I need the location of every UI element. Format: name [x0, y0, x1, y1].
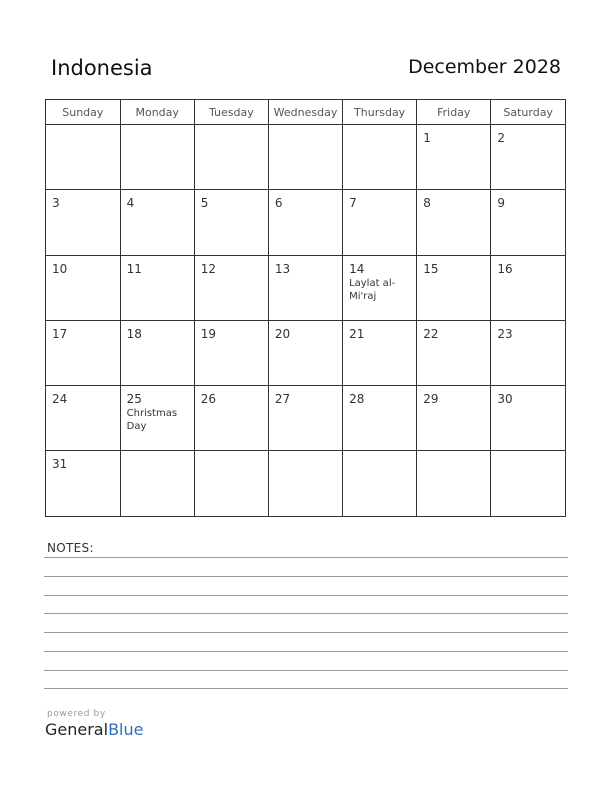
- notes-line: [44, 595, 568, 596]
- notes-line: [44, 576, 568, 577]
- notes-line: [44, 651, 568, 652]
- notes-line: [44, 632, 568, 633]
- day-number: 2: [497, 131, 505, 145]
- day-number: 27: [274, 392, 291, 406]
- weekday-header: Thursday: [343, 100, 417, 125]
- day-cell: [343, 451, 417, 516]
- notes-line: [44, 557, 568, 558]
- day-cell: [120, 386, 194, 451]
- weekday-header: Monday: [120, 100, 194, 125]
- week-row: [46, 386, 565, 451]
- day-cell: [343, 386, 417, 451]
- day-cell: [491, 451, 565, 516]
- day-cell: [491, 255, 565, 320]
- notes-label: NOTES:: [47, 541, 94, 555]
- day-cell: [120, 190, 194, 255]
- day-cell: [491, 320, 565, 385]
- day-number: 25: [126, 392, 142, 406]
- day-number: 3: [52, 196, 60, 211]
- day-number: 16: [497, 261, 513, 276]
- weekday-header: Tuesday: [194, 100, 268, 125]
- country-title: Indonesia: [51, 56, 153, 80]
- day-cell: [268, 255, 342, 320]
- day-cell: [46, 255, 120, 320]
- day-number: 12: [200, 261, 217, 276]
- week-row: [46, 125, 565, 190]
- day-cell: [268, 190, 342, 255]
- day-number: 15: [423, 261, 439, 276]
- day-number: 7: [349, 196, 357, 211]
- brand-name-general: General: [45, 720, 109, 739]
- day-cell: [491, 125, 565, 190]
- day-number: 24: [52, 392, 68, 406]
- day-cell: [194, 125, 268, 190]
- notes-line: [44, 688, 568, 689]
- weekday-header: Saturday: [491, 100, 565, 125]
- brand-name: [45, 720, 143, 739]
- day-number: 21: [349, 326, 365, 341]
- day-number: 20: [274, 326, 291, 341]
- day-cell: [343, 190, 417, 255]
- day-cell: [194, 255, 268, 320]
- day-cell: [120, 451, 194, 516]
- day-cell: [46, 451, 120, 516]
- day-number: 13: [274, 261, 291, 276]
- day-number: 4: [126, 196, 135, 211]
- day-cell: [46, 320, 120, 385]
- notes-line: [44, 670, 568, 671]
- day-cell: [120, 125, 194, 190]
- month-year-title: December 2028: [408, 56, 561, 78]
- day-number: 23: [497, 326, 513, 341]
- day-number: 8: [423, 196, 431, 211]
- day-number: 11: [126, 261, 142, 276]
- day-cell: [417, 125, 491, 190]
- weekday-header: Wednesday: [268, 100, 342, 125]
- week-row: [46, 320, 565, 385]
- day-cell: [343, 255, 417, 320]
- day-cell: [417, 451, 491, 516]
- day-number: 6: [274, 196, 283, 211]
- weekday-header: Sunday: [46, 100, 120, 125]
- day-cell: [491, 386, 565, 451]
- holiday-label: Christmas Day: [126, 408, 178, 432]
- day-cell: [194, 386, 268, 451]
- day-cell: [120, 320, 194, 385]
- day-cell: [268, 451, 342, 516]
- day-cell: [268, 386, 342, 451]
- day-cell: [194, 190, 268, 255]
- day-cell: [343, 125, 417, 190]
- holiday-label: Laylat al-Mi'raj: [349, 277, 396, 302]
- day-number: 22: [423, 326, 439, 341]
- day-cell: [46, 125, 120, 190]
- week-row: [46, 255, 565, 320]
- day-number: 30: [497, 392, 513, 406]
- day-cell: [194, 451, 268, 516]
- day-cell: [46, 386, 120, 451]
- day-number: 28: [349, 392, 365, 406]
- week-row: [46, 451, 565, 516]
- day-cell: [268, 320, 342, 385]
- day-number: 10: [52, 261, 68, 276]
- day-cell: [46, 190, 120, 255]
- day-number: 1: [423, 131, 431, 145]
- day-cell: [194, 320, 268, 385]
- day-cell: [417, 255, 491, 320]
- day-cell: [491, 190, 565, 255]
- day-number: 5: [200, 196, 209, 211]
- brand-name-blue: Blue: [108, 720, 144, 739]
- calendar-grid: [45, 99, 566, 517]
- day-cell: [343, 320, 417, 385]
- day-cell: [417, 386, 491, 451]
- day-cell: [120, 255, 194, 320]
- day-number: 9: [497, 196, 505, 211]
- weekday-header: Friday: [417, 100, 491, 125]
- day-number: 18: [126, 326, 142, 341]
- notes-line: [44, 613, 568, 614]
- day-cell: [417, 320, 491, 385]
- day-number: 14: [349, 261, 365, 276]
- week-row: [46, 190, 565, 255]
- day-number: 31: [52, 457, 68, 472]
- brand-logo: [45, 709, 143, 739]
- day-number: 17: [52, 326, 68, 341]
- day-cell: [268, 125, 342, 190]
- day-number: 26: [200, 392, 217, 406]
- day-number: 19: [200, 326, 217, 341]
- day-number: 29: [423, 392, 439, 406]
- day-cell: [417, 190, 491, 255]
- powered-by-text: powered by: [47, 709, 106, 719]
